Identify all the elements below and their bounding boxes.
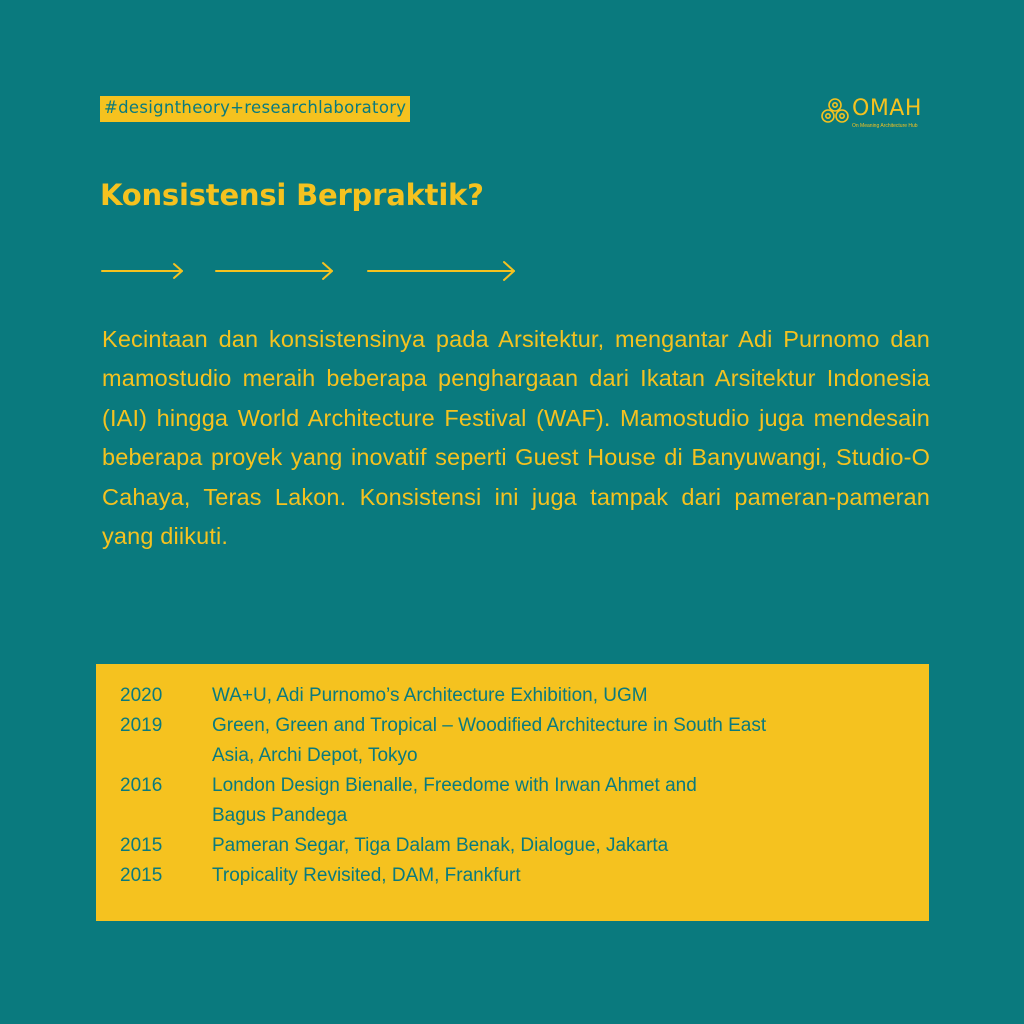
list-item-year: 2020 xyxy=(120,685,163,706)
list-item-text: Pameran Segar, Tiga Dalam Benak, Dialogue, Jakarta xyxy=(212,835,669,856)
list-item-text: Bagus Pandega xyxy=(212,805,348,826)
logo-tagline: On Meaning Architecture Hub xyxy=(852,123,918,129)
body-paragraph: Kecintaan dan konsistensinya pada Arsitektur, mengantar Adi Purnomo dan mamostudio meraih beberapa penghargaan dari Ikatan Arsitektur Indonesia (IAI) hingga World Architecture Festival (WAF). Mamostudio juga mendesain beberapa proyek yang inovatif seperti Guest House di Banyuwangi, Studio-O Cahaya, Teras Lakon. Konsistensi ini juga tampak dari pameran-pameran yang diikuti. xyxy=(102,326,930,550)
page-title: Konsistensi Berpraktik? xyxy=(100,178,484,212)
decorative-arrows xyxy=(100,258,520,286)
list-item-year: 2016 xyxy=(120,775,163,796)
list-item-year: 2015 xyxy=(120,865,163,886)
omah-logo xyxy=(818,96,938,140)
arrow-right-icon xyxy=(368,262,514,280)
hashtag-label: #designtheory+researchlaboratory xyxy=(100,96,410,122)
arrow-right-icon xyxy=(102,264,182,278)
exhibition-list xyxy=(96,664,929,921)
list-item-text: Green, Green and Tropical – Woodified Architecture in South East xyxy=(212,715,767,736)
arrow-right-icon xyxy=(216,263,332,279)
list-item-text: Asia, Archi Depot, Tokyo xyxy=(212,745,418,766)
logo-wordmark: OMAH xyxy=(852,96,922,121)
trefoil-logo-icon xyxy=(818,96,852,126)
list-item-year: 2019 xyxy=(120,715,163,736)
list-item-text: WA+U, Adi Purnomo’s Architecture Exhibition, UGM xyxy=(212,685,648,706)
list-item-year: 2015 xyxy=(120,835,163,856)
list-item-text: London Design Bienalle, Freedome with Irwan Ahmet and xyxy=(212,775,697,796)
list-item-text: Tropicality Revisited, DAM, Frankfurt xyxy=(212,865,521,886)
